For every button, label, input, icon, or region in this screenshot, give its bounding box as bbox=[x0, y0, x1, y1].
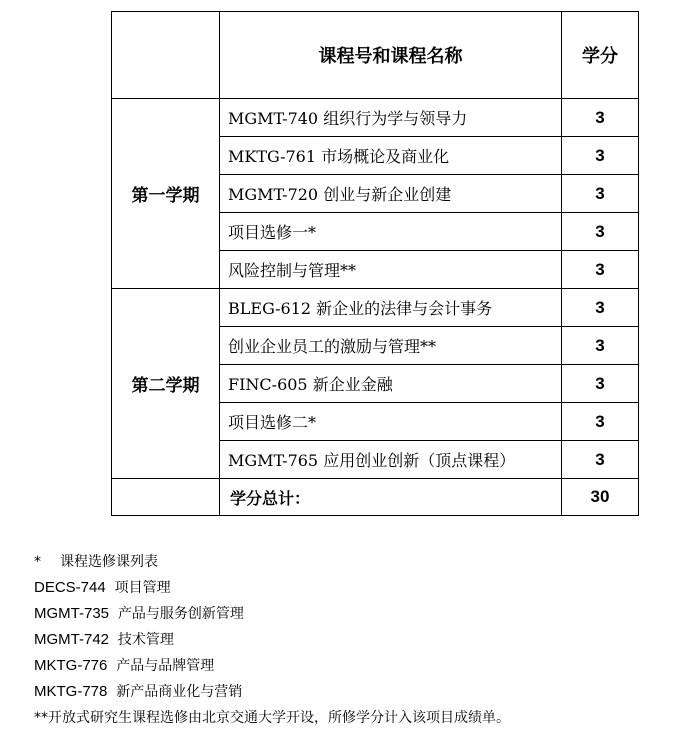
list-item bbox=[34, 575, 684, 601]
elective-name: 产品与服务创新管理 bbox=[117, 606, 244, 622]
elective-title: 课程选修课列表 bbox=[60, 554, 158, 570]
total-empty-cell bbox=[112, 479, 220, 516]
table-header-row bbox=[112, 12, 639, 99]
elective-name: 新产品商业化与营销 bbox=[116, 684, 243, 700]
course-name: 项目选修一* bbox=[220, 213, 562, 251]
course-name: MGMT-765 应用创业创新（顶点课程） bbox=[220, 441, 562, 479]
course-credit: 3 bbox=[562, 289, 639, 327]
total-label: 学分总计： bbox=[220, 479, 562, 516]
course-credit: 3 bbox=[562, 441, 639, 479]
course-name: FINC-605 新企业金融 bbox=[220, 365, 562, 403]
elective-name: 技术管理 bbox=[117, 632, 174, 648]
list-item bbox=[34, 627, 684, 653]
header-course: 课程号和课程名称 bbox=[220, 12, 562, 99]
course-credit: 3 bbox=[562, 251, 639, 289]
list-item bbox=[34, 653, 684, 679]
course-name: 项目选修二* bbox=[220, 403, 562, 441]
course-name: BLEG-612 新企业的法律与会计事务 bbox=[220, 289, 562, 327]
elective-list-heading bbox=[34, 549, 684, 575]
course-name: 风险控制与管理** bbox=[220, 251, 562, 289]
course-credit: 3 bbox=[562, 403, 639, 441]
elective-name: 项目管理 bbox=[114, 580, 171, 596]
course-credit: 3 bbox=[562, 99, 639, 137]
elective-code: DECS-744 bbox=[34, 579, 106, 596]
elective-name: 产品与品牌管理 bbox=[116, 658, 215, 674]
elective-code: MKTG-776 bbox=[34, 657, 108, 674]
course-name: MKTG-761 市场概论及商业化 bbox=[220, 137, 562, 175]
open-course-note: **开放式研究生课程选修由北京交通大学开设，所修学分计入该项目成绩单。 bbox=[34, 710, 510, 726]
header-credit: 学分 bbox=[562, 12, 639, 99]
list-item bbox=[34, 679, 684, 705]
course-credit: 3 bbox=[562, 175, 639, 213]
table-row bbox=[112, 289, 639, 327]
elective-code: MGMT-735 bbox=[34, 605, 110, 622]
course-name: MGMT-740 组织行为学与领导力 bbox=[220, 99, 562, 137]
course-name: MGMT-720 创业与新企业创建 bbox=[220, 175, 562, 213]
course-credit: 3 bbox=[562, 213, 639, 251]
table-row bbox=[112, 99, 639, 137]
course-name: 创业企业员工的激励与管理** bbox=[220, 327, 562, 365]
total-row bbox=[112, 479, 639, 516]
curriculum-table bbox=[111, 11, 639, 516]
course-credit: 3 bbox=[562, 365, 639, 403]
header-semester-cell bbox=[112, 12, 220, 99]
elective-code: MKTG-778 bbox=[34, 683, 108, 700]
elective-marker: * bbox=[34, 554, 41, 570]
total-value: 30 bbox=[562, 479, 639, 516]
course-credit: 3 bbox=[562, 137, 639, 175]
notes-section bbox=[34, 549, 684, 731]
semester-1-label: 第一学期 bbox=[112, 99, 220, 289]
elective-code: MGMT-742 bbox=[34, 631, 110, 648]
list-item bbox=[34, 601, 684, 627]
course-credit: 3 bbox=[562, 327, 639, 365]
semester-2-label: 第二学期 bbox=[112, 289, 220, 479]
